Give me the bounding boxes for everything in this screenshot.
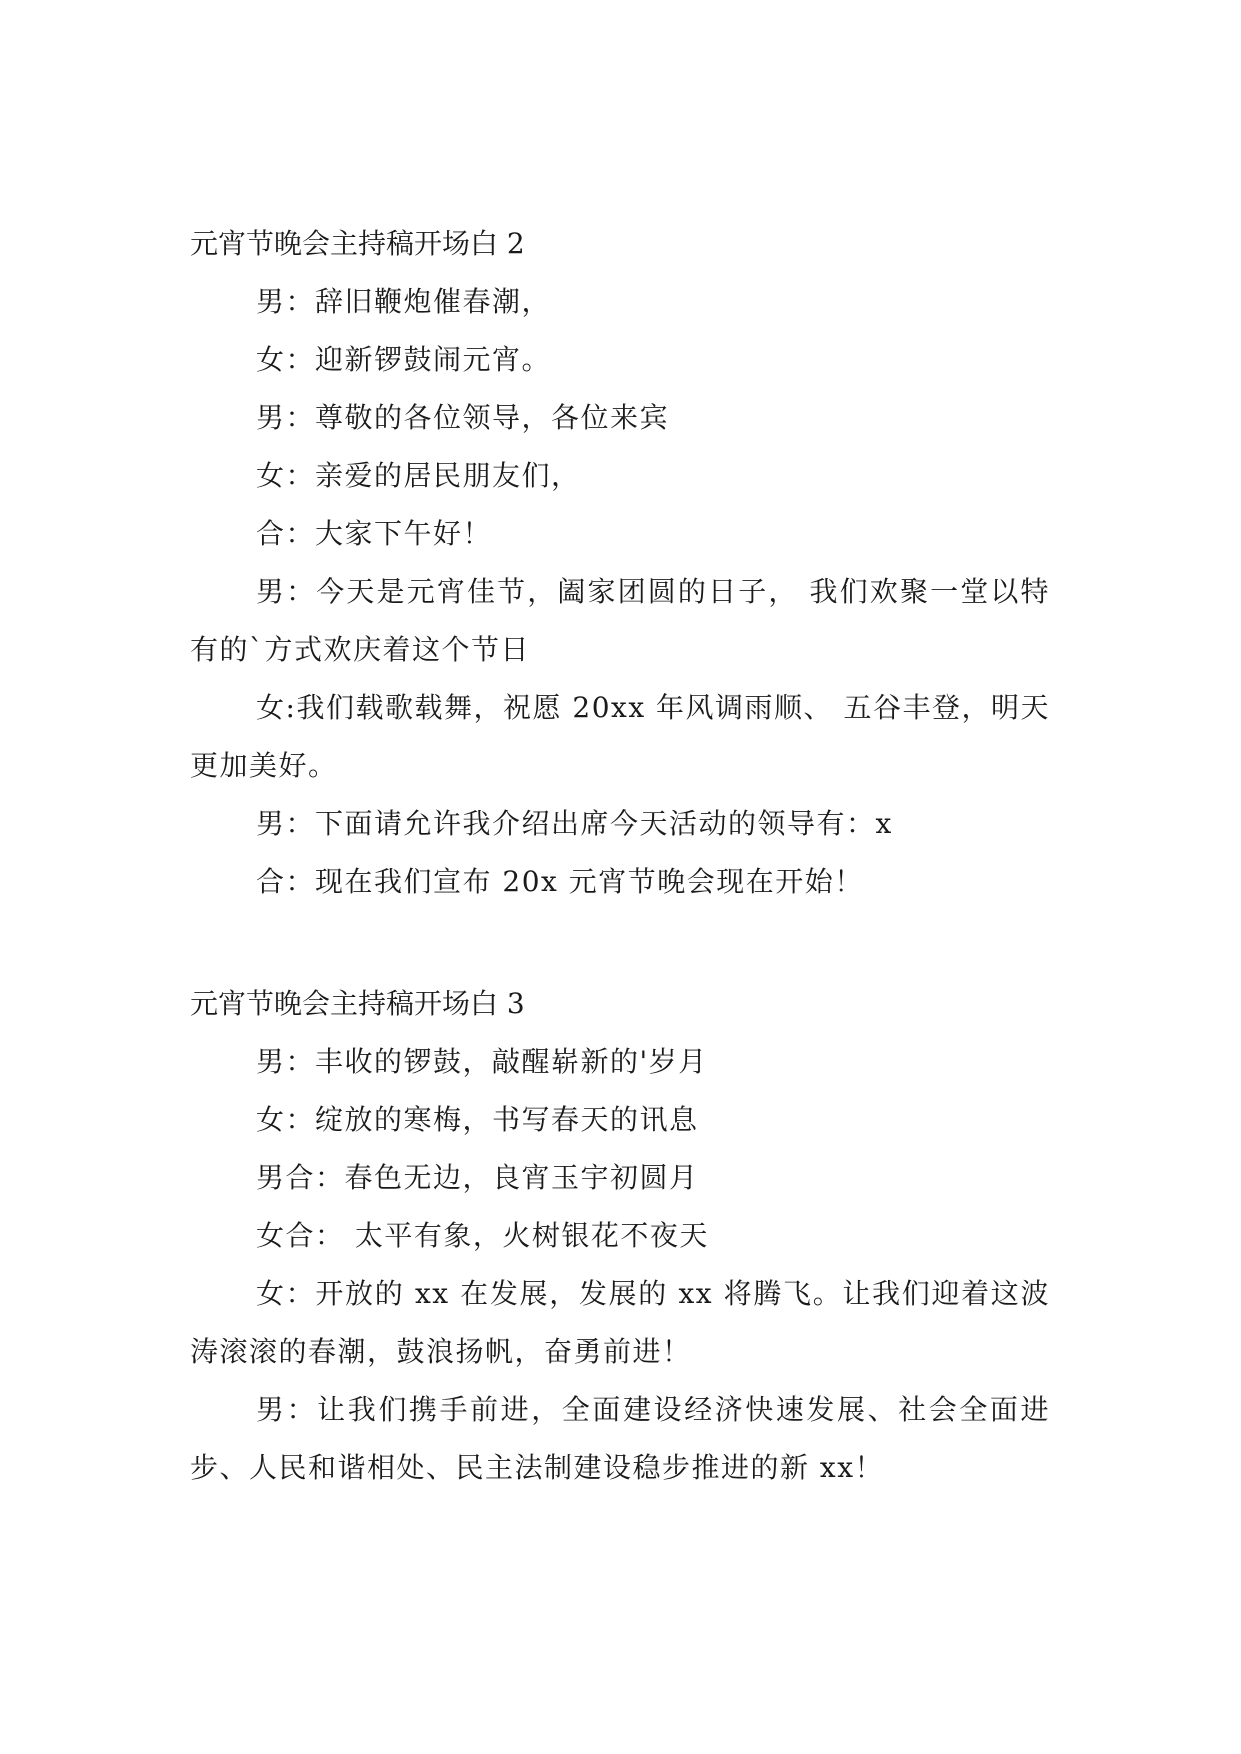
script-line: 男：今天是元宵佳节，阖家团圆的日子， 我们欢聚一堂以特有的`方式欢庆着这个节日	[190, 575, 1050, 666]
section-title: 元宵节晚会主持稿开场白 3	[190, 987, 525, 1020]
section-opening-2	[190, 215, 1050, 911]
script-line: 男：让我们携手前进，全面建设经济快速发展、社会全面进步、人民和谐相处、民主法制建设稳步推进的新 xx！	[190, 1393, 1050, 1484]
script-line: 男：尊敬的各位领导，各位来宾	[256, 401, 670, 434]
script-line: 男：下面请允许我介绍出席今天活动的领导有：x	[256, 807, 893, 840]
script-line: 女：绽放的寒梅，书写春天的讯息	[256, 1103, 699, 1136]
script-line: 合：现在我们宣布 20x 元宵节晚会现在开始！	[256, 865, 864, 898]
script-line: 男：辞旧鞭炮催春潮，	[256, 285, 552, 318]
script-line: 男：丰收的锣鼓，敲醒崭新的'岁月	[256, 1045, 708, 1078]
script-line: 女合： 太平有象，火树银花不夜天	[256, 1219, 709, 1252]
script-line: 女：开放的 xx 在发展，发展的 xx 将腾飞。让我们迎着这波涛滚滚的春潮，鼓浪扬帆，奋勇前进！	[190, 1277, 1050, 1368]
script-line: 合：大家下午好！	[256, 517, 493, 550]
section-opening-3	[190, 975, 1050, 1497]
script-line: 女：亲爱的居民朋友们，	[256, 459, 581, 492]
section-title: 元宵节晚会主持稿开场白 2	[190, 227, 525, 260]
script-line: 女:我们载歌载舞，祝愿 20xx 年风调雨顺、 五谷丰登，明天更加美好。	[190, 691, 1050, 782]
script-line: 男合：春色无边，良宵玉宇初圆月	[256, 1161, 699, 1194]
script-line: 女：迎新锣鼓闹元宵。	[256, 343, 552, 376]
